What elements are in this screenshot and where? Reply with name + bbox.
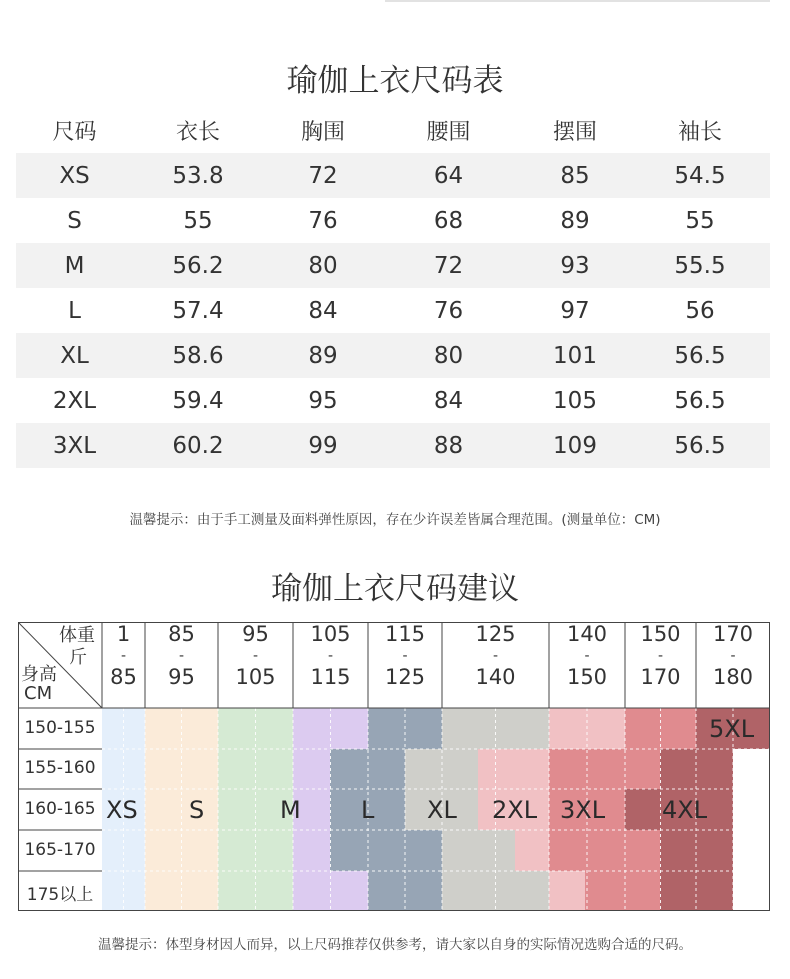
weight-range-header [442, 624, 549, 708]
weight-range-header [293, 624, 368, 708]
size-label-l: L [361, 796, 375, 824]
weight-range-to: 140 [475, 665, 516, 689]
weight-range-from: 150 [640, 622, 681, 646]
height-range-label: 150-155 [24, 717, 96, 738]
size-label-5xl: 5XL [709, 715, 755, 743]
weight-range-header [368, 624, 442, 708]
cell-sleeve: 55.5 [674, 252, 726, 279]
size-region-l [293, 830, 330, 871]
weight-range-from: 140 [566, 622, 608, 646]
size-region-2xl [442, 830, 515, 871]
cell-sleeve: 55 [685, 207, 715, 234]
cell-sleeve: 56.5 [674, 387, 726, 414]
cell-waist: 84 [433, 387, 464, 414]
size-region-4xl [585, 871, 660, 911]
cell-hem: 97 [560, 297, 590, 324]
cell-length: 60.2 [172, 432, 224, 459]
table-row [16, 243, 770, 288]
cell-size: XS [59, 162, 90, 189]
weight-range-to: 125 [384, 665, 426, 689]
weight-range-to: 105 [235, 665, 276, 689]
weight-range-from: 85 [168, 622, 195, 646]
size-label-xl: XL [427, 796, 457, 824]
size-label-4xl: 4XL [662, 796, 708, 824]
weight-range-header [102, 624, 145, 708]
weight-range-from: 115 [384, 622, 426, 646]
weight-range-from: 95 [242, 622, 269, 646]
corner-height-label: 身高 [21, 664, 57, 685]
cell-waist: 80 [433, 342, 464, 369]
cell-chest: 89 [308, 342, 338, 369]
cell-chest: 80 [308, 252, 338, 279]
cell-waist: 68 [433, 207, 464, 234]
header-length: 衣长 [175, 120, 220, 145]
weight-range-to: 95 [168, 665, 195, 689]
weight-range-sep: - [120, 648, 127, 664]
weight-range-to: 150 [566, 665, 608, 689]
cell-hem: 105 [553, 387, 597, 414]
cell-hem: 93 [560, 252, 590, 279]
corner-weight-label: 体重 [59, 625, 95, 646]
measurement-note: 温馨提示：由于手工测量及面料弹性原因，存在少许误差皆属合理范围。(测量单位：CM) [129, 512, 661, 528]
weight-range-sep: - [178, 648, 185, 664]
cell-waist: 64 [433, 162, 464, 189]
table-row [16, 333, 770, 378]
weight-range-sep: - [327, 648, 334, 664]
size-label-3xl: 3XL [560, 796, 606, 824]
weight-range-to: 115 [310, 665, 351, 689]
size-table-header [16, 108, 770, 153]
weight-range-from: 105 [310, 622, 351, 646]
cell-chest: 84 [308, 297, 338, 324]
height-range-label: 165-170 [24, 839, 96, 860]
size-region-l [293, 749, 330, 789]
size-region-xl [330, 830, 442, 871]
cell-length: 58.6 [172, 342, 224, 369]
size-label-xs: XS [106, 796, 138, 824]
table-row [16, 288, 770, 333]
weight-range-sep: - [730, 648, 736, 664]
weight-range-header [696, 624, 770, 708]
weight-range-sep: - [492, 648, 499, 664]
header-size: 尺码 [52, 120, 97, 145]
cell-hem: 89 [560, 207, 590, 234]
weight-range-header [218, 624, 293, 708]
weight-range-sep: - [657, 648, 664, 664]
corner-height-unit: CM [24, 683, 53, 704]
cell-length: 57.4 [172, 297, 224, 324]
size-chart-title: 瑜伽上衣尺码表 [286, 63, 504, 99]
cell-chest: 76 [308, 207, 338, 234]
cell-waist: 76 [433, 297, 464, 324]
weight-range-sep: - [252, 648, 259, 664]
size-table [16, 108, 770, 468]
recommendation-note: 温馨提示：体型身材因人而异，以上尺码推荐仅供参考，请大家以自身的实际情况选购合适的尺码。 [98, 937, 692, 953]
weight-range-header [625, 624, 696, 708]
cell-length: 56.2 [172, 252, 224, 279]
cell-length: 59.4 [172, 387, 224, 414]
cell-sleeve: 56.5 [674, 432, 726, 459]
header-chest: 胸围 [300, 120, 345, 145]
weight-range-sep: - [584, 648, 590, 664]
cell-hem: 109 [553, 432, 597, 459]
height-range-label: 175以上 [26, 885, 94, 905]
cell-hem: 101 [553, 342, 597, 369]
cell-length: 53.8 [172, 162, 224, 189]
size-label-m: M [280, 796, 301, 824]
cell-size: S [67, 207, 82, 234]
size-recommendation-title: 瑜伽上衣尺码建议 [271, 571, 519, 607]
cell-sleeve: 56 [685, 297, 715, 324]
size-region-3xl [478, 749, 549, 789]
size-region-4xl [549, 830, 660, 871]
cell-chest: 95 [308, 387, 338, 414]
size-region-3xl [549, 871, 585, 911]
table-row [16, 153, 770, 198]
table-row [16, 423, 770, 468]
header-waist: 腰围 [426, 120, 471, 145]
cell-sleeve: 54.5 [674, 162, 726, 189]
cell-waist: 88 [433, 432, 464, 459]
size-recommendation-grid [18, 622, 770, 911]
cell-size: 2XL [52, 387, 97, 414]
weight-range-to: 170 [640, 665, 681, 689]
cell-sleeve: 56.5 [674, 342, 726, 369]
table-row [16, 378, 770, 423]
height-range-label: 155-160 [24, 758, 96, 778]
weight-range-header [549, 624, 625, 708]
table-row [16, 198, 770, 243]
weight-range-to: 180 [712, 665, 754, 689]
size-region-3xl [515, 830, 549, 871]
weight-range-sep: - [402, 648, 408, 664]
cell-chest: 99 [308, 432, 338, 459]
cell-chest: 72 [308, 162, 338, 189]
size-label-s: S [189, 796, 205, 824]
corner-weight-unit: 斤 [69, 647, 87, 668]
weight-range-from: 170 [712, 622, 754, 646]
size-region-4xl [549, 749, 660, 789]
weight-range-from: 1 [116, 622, 131, 646]
weight-range-to: 85 [110, 665, 137, 689]
cell-size: M [64, 252, 85, 279]
cell-length: 55 [183, 207, 213, 234]
cell-size: L [68, 297, 81, 324]
height-range-label: 160-165 [24, 798, 96, 819]
size-label-2xl: 2XL [492, 796, 538, 824]
weight-range-from: 125 [475, 622, 516, 646]
cell-size: 3XL [52, 432, 97, 459]
header-sleeve: 袖长 [677, 120, 722, 145]
header-hem: 摆围 [552, 120, 597, 145]
cell-size: XL [60, 342, 89, 369]
cell-waist: 72 [433, 252, 464, 279]
top-divider [385, 0, 770, 2]
weight-range-header [145, 624, 218, 708]
cell-hem: 85 [560, 162, 590, 189]
